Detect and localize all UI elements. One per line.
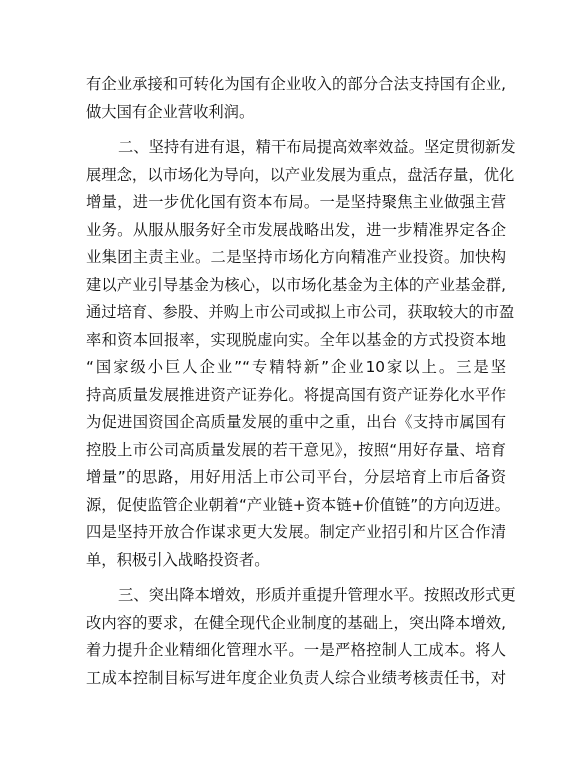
paragraph-spacer [86, 574, 506, 582]
paragraph-heading-line: 二、坚持有进有退，精干布局提高效率效益。坚定贯彻新发 [118, 138, 516, 156]
paragraph-line: 通过培育、参股、并购上市公司或拟上市公司，获取较大的市盈 [86, 303, 515, 321]
paragraph-line: 增量，进一步优化国有资本布局。一是坚持聚焦主业做强主营 [86, 193, 506, 211]
paragraph-3 [86, 582, 516, 692]
paragraph-line: 改内容的要求，在健全现代企业制度的基础上，突出降本增效, [86, 613, 506, 632]
paragraph-line: 工成本控制目标写进年度企业负责人综合业绩考核责任书，对 [86, 668, 506, 687]
paragraph-line: 控股上市公司高质量发展的若干意见》，按照“用好存量、培育 [86, 440, 506, 459]
paragraph-line: 建以产业引导基金为核心，以市场化基金为主体的产业基金群, [86, 275, 506, 294]
paragraph-spacer [86, 126, 506, 134]
paragraph-line: 单，积极引入战略投资者。 [86, 550, 270, 569]
paragraph-line: 四是坚持开放合作谋求更大发展。制定产业招引和片区合作清 [86, 523, 506, 541]
paragraph-line: 有企业承接和可转化为国有企业收入的部分合法支持国有企业, [86, 75, 506, 93]
paragraph-line: 业务。从服从服务好全市发展战略出发，进一步精准界定各企 [86, 220, 506, 239]
paragraph-heading-line: 三、突出降本增效，形质并重提升管理水平。按照改形式更 [118, 586, 516, 604]
paragraph-line: 做大国有企业营收利润。 [86, 102, 255, 121]
paragraph-line: 源，促使监管企业朝着“产业链+资本链+价值链”的方向迈进。 [86, 495, 510, 514]
document-page [86, 71, 516, 692]
paragraph-line: 为促进国资国企高质量发展的重中之重，出台《支持市属国有 [86, 413, 506, 431]
paragraph-line: “国家级小巨人企业”“专精特新”企业10家以上。三是坚 [86, 358, 506, 376]
paragraph-line: 业集团主责主业。二是坚持市场化方向精准产业投资。加快构 [86, 248, 506, 266]
paragraph-line: 展理念，以市场化为导向，以产业发展为重点，盘活存量，优化 [86, 165, 515, 184]
paragraph-line: 着力提升企业精细化管理水平。一是严格控制人工成本。将人 [86, 641, 506, 659]
paragraph-1 [86, 71, 506, 126]
paragraph-line: 增量”的思路，用好用活上市公司平台，分层培育上市后备资 [86, 468, 506, 486]
paragraph-line: 持高质量发展推进资产证券化。将提高国有资产证券化水平作 [86, 385, 506, 404]
paragraph-2 [86, 134, 516, 574]
paragraph-line: 率和资本回报率，实现脱虚向实。全年以基金的方式投资本地 [86, 330, 506, 349]
